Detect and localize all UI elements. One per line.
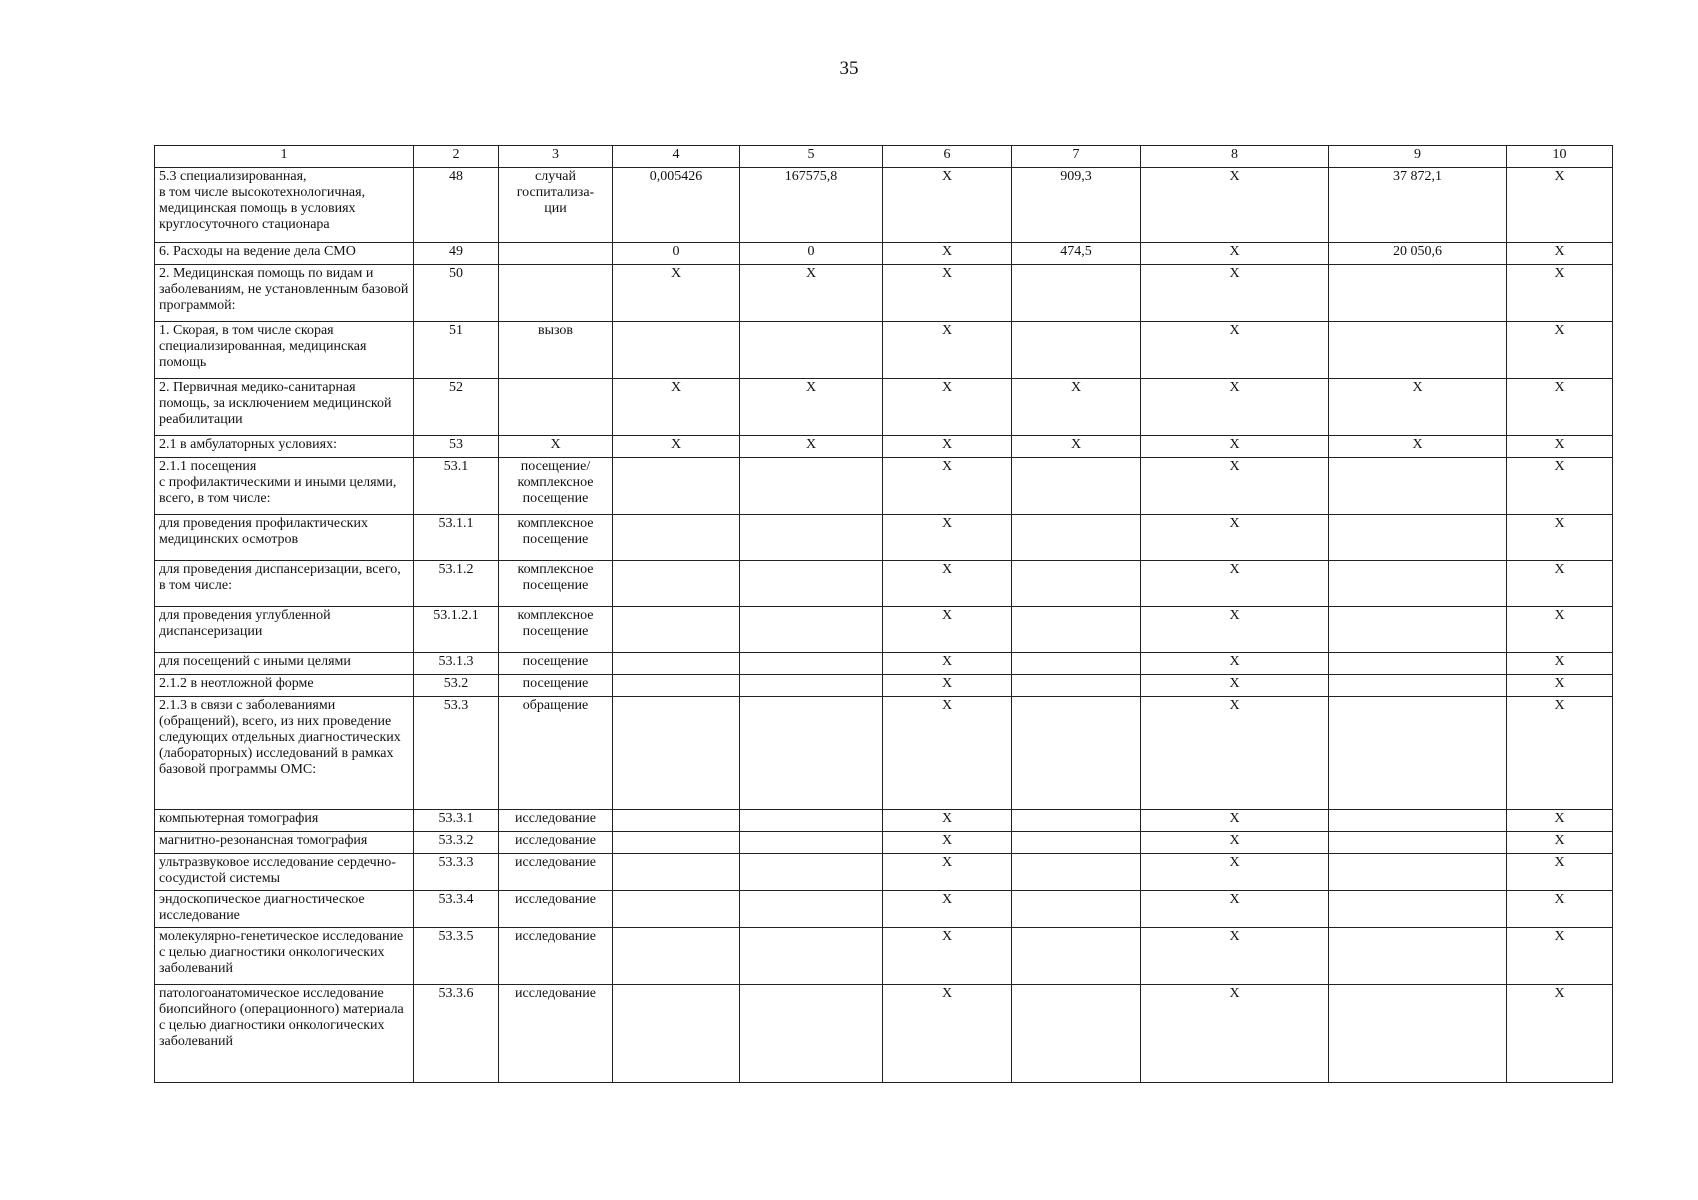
table-row xyxy=(155,379,1613,436)
value-cell: X xyxy=(883,675,1012,697)
value-cell xyxy=(1329,265,1507,322)
value-cell: X xyxy=(1507,436,1613,458)
value-cell xyxy=(1329,607,1507,653)
value-cell: 20 050,6 xyxy=(1329,243,1507,265)
value-cell xyxy=(1329,891,1507,928)
value-cell xyxy=(740,322,883,379)
value-cell: 0 xyxy=(613,243,740,265)
value-cell: X xyxy=(883,854,1012,891)
value-cell: X xyxy=(1141,607,1329,653)
row-code-cell: 53.3.6 xyxy=(414,985,499,1083)
row-label-cell: молекулярно-генетическое исследование с целью диагностики онкологических заболеваний xyxy=(155,928,414,985)
row-label-cell: 2.1.1 посещения с профилактическими и иными целями, всего, в том числе: xyxy=(155,458,414,515)
row-label-cell: магнитно-резонансная томография xyxy=(155,832,414,854)
unit-cell xyxy=(499,243,613,265)
value-cell: X xyxy=(1507,243,1613,265)
unit-cell: обращение xyxy=(499,697,613,810)
row-label-cell: 2. Первичная медико-санитарная помощь, за исключением медицинской реабилитации xyxy=(155,379,414,436)
value-cell: X xyxy=(1141,810,1329,832)
value-cell: X xyxy=(1507,985,1613,1083)
value-cell: 474,5 xyxy=(1012,243,1141,265)
table-row xyxy=(155,810,1613,832)
value-cell xyxy=(613,561,740,607)
value-cell xyxy=(1012,515,1141,561)
value-cell xyxy=(740,561,883,607)
row-code-cell: 53.3.2 xyxy=(414,832,499,854)
row-label-cell: компьютерная томография xyxy=(155,810,414,832)
value-cell: X xyxy=(1507,675,1613,697)
value-cell: X xyxy=(1141,515,1329,561)
table-row xyxy=(155,928,1613,985)
value-cell: X xyxy=(883,832,1012,854)
row-code-cell: 48 xyxy=(414,168,499,243)
unit-cell: исследование xyxy=(499,928,613,985)
table-row xyxy=(155,243,1613,265)
value-cell: X xyxy=(883,243,1012,265)
value-cell: X xyxy=(1507,653,1613,675)
unit-cell xyxy=(499,379,613,436)
table-row xyxy=(155,985,1613,1083)
value-cell: X xyxy=(1141,168,1329,243)
value-cell xyxy=(613,854,740,891)
value-cell xyxy=(1329,458,1507,515)
value-cell: X xyxy=(1507,854,1613,891)
value-cell xyxy=(1012,985,1141,1083)
value-cell: X xyxy=(1012,436,1141,458)
value-cell xyxy=(1329,810,1507,832)
value-cell: X xyxy=(1507,891,1613,928)
value-cell xyxy=(613,322,740,379)
header-cell: 8 xyxy=(1141,146,1329,168)
value-cell xyxy=(740,854,883,891)
value-cell: X xyxy=(1141,653,1329,675)
row-code-cell: 51 xyxy=(414,322,499,379)
value-cell: X xyxy=(1141,379,1329,436)
header-cell: 5 xyxy=(740,146,883,168)
value-cell: X xyxy=(1507,810,1613,832)
row-label-cell: для посещений с иными целями xyxy=(155,653,414,675)
header-cell: 7 xyxy=(1012,146,1141,168)
table-row xyxy=(155,561,1613,607)
value-cell: X xyxy=(883,322,1012,379)
value-cell: X xyxy=(1507,322,1613,379)
value-cell: 37 872,1 xyxy=(1329,168,1507,243)
value-cell xyxy=(613,607,740,653)
unit-cell: исследование xyxy=(499,985,613,1083)
value-cell: X xyxy=(1507,561,1613,607)
unit-cell: комплексное посещение xyxy=(499,515,613,561)
value-cell: X xyxy=(883,168,1012,243)
value-cell: X xyxy=(1012,379,1141,436)
value-cell: X xyxy=(1141,265,1329,322)
row-label-cell: для проведения профилактических медицинских осмотров xyxy=(155,515,414,561)
row-code-cell: 53.2 xyxy=(414,675,499,697)
value-cell xyxy=(1012,928,1141,985)
row-label-cell: 6. Расходы на ведение дела СМО xyxy=(155,243,414,265)
value-cell: 167575,8 xyxy=(740,168,883,243)
row-label-cell: 5.3 специализированная, в том числе высокотехнологичная, медицинская помощь в условиях круглосуточного стационара xyxy=(155,168,414,243)
row-code-cell: 52 xyxy=(414,379,499,436)
table-row xyxy=(155,697,1613,810)
value-cell: X xyxy=(1507,832,1613,854)
value-cell: X xyxy=(1141,561,1329,607)
value-cell: X xyxy=(883,653,1012,675)
value-cell xyxy=(1012,832,1141,854)
table-row xyxy=(155,436,1613,458)
header-cell: 6 xyxy=(883,146,1012,168)
value-cell xyxy=(1012,891,1141,928)
header-cell: 2 xyxy=(414,146,499,168)
value-cell: X xyxy=(1507,515,1613,561)
data-table xyxy=(154,145,1613,1083)
value-cell: X xyxy=(883,561,1012,607)
value-cell xyxy=(1012,607,1141,653)
value-cell: X xyxy=(883,436,1012,458)
row-label-cell: 2. Медицинская помощь по видам и заболеваниям, не установленным базовой программой: xyxy=(155,265,414,322)
unit-cell: посещение xyxy=(499,653,613,675)
value-cell xyxy=(740,810,883,832)
value-cell xyxy=(1012,458,1141,515)
value-cell xyxy=(1329,322,1507,379)
row-label-cell: 2.1.3 в связи с заболеваниями (обращений), всего, из них проведение следующих отдельных диагностических (лабораторных) исследований в рамках базовой программы ОМС: xyxy=(155,697,414,810)
row-label-cell: 2.1 в амбулаторных условиях: xyxy=(155,436,414,458)
header-cell: 10 xyxy=(1507,146,1613,168)
value-cell xyxy=(1329,561,1507,607)
unit-cell: посещение/ комплексное посещение xyxy=(499,458,613,515)
value-cell xyxy=(740,653,883,675)
value-cell xyxy=(1012,675,1141,697)
value-cell: X xyxy=(1507,168,1613,243)
row-label-cell: патологоанатомическое исследование биопсийного (операционного) материала с целью диагностики онкологических заболеваний xyxy=(155,985,414,1083)
value-cell xyxy=(613,697,740,810)
row-code-cell: 53.3.3 xyxy=(414,854,499,891)
row-label-cell: для проведения углубленной диспансеризации xyxy=(155,607,414,653)
table-row xyxy=(155,854,1613,891)
table-row xyxy=(155,891,1613,928)
row-code-cell: 53.1.3 xyxy=(414,653,499,675)
value-cell: X xyxy=(1141,436,1329,458)
value-cell: X xyxy=(1507,458,1613,515)
value-cell: X xyxy=(1507,265,1613,322)
unit-cell: комплексное посещение xyxy=(499,607,613,653)
value-cell: X xyxy=(883,607,1012,653)
unit-cell xyxy=(499,265,613,322)
value-cell xyxy=(613,832,740,854)
table-row xyxy=(155,653,1613,675)
table-row xyxy=(155,832,1613,854)
value-cell: X xyxy=(740,265,883,322)
value-cell: X xyxy=(883,265,1012,322)
value-cell: X xyxy=(1141,928,1329,985)
value-cell xyxy=(1329,985,1507,1083)
table-row xyxy=(155,515,1613,561)
table-row xyxy=(155,168,1613,243)
value-cell xyxy=(740,985,883,1083)
value-cell: X xyxy=(740,379,883,436)
value-cell: X xyxy=(883,891,1012,928)
value-cell xyxy=(1329,832,1507,854)
value-cell xyxy=(613,810,740,832)
unit-cell: исследование xyxy=(499,854,613,891)
value-cell xyxy=(740,697,883,810)
value-cell xyxy=(1329,653,1507,675)
value-cell: X xyxy=(1141,243,1329,265)
value-cell: X xyxy=(1141,891,1329,928)
value-cell xyxy=(613,675,740,697)
value-cell xyxy=(740,458,883,515)
value-cell xyxy=(740,832,883,854)
value-cell: X xyxy=(883,697,1012,810)
header-cell: 3 xyxy=(499,146,613,168)
table-row xyxy=(155,458,1613,515)
unit-cell: случай госпитализа- ции xyxy=(499,168,613,243)
row-code-cell: 53.3.4 xyxy=(414,891,499,928)
value-cell xyxy=(1329,697,1507,810)
value-cell: X xyxy=(613,379,740,436)
value-cell: X xyxy=(1141,832,1329,854)
value-cell xyxy=(740,675,883,697)
value-cell: X xyxy=(883,458,1012,515)
value-cell: X xyxy=(883,928,1012,985)
table-row xyxy=(155,322,1613,379)
value-cell xyxy=(613,928,740,985)
value-cell: X xyxy=(883,379,1012,436)
unit-cell: вызов xyxy=(499,322,613,379)
value-cell: X xyxy=(1329,436,1507,458)
value-cell xyxy=(1012,854,1141,891)
value-cell xyxy=(740,891,883,928)
row-code-cell: 53.1.2.1 xyxy=(414,607,499,653)
value-cell xyxy=(1329,515,1507,561)
value-cell xyxy=(1012,810,1141,832)
table-body xyxy=(155,146,1613,1083)
value-cell xyxy=(740,928,883,985)
value-cell xyxy=(1329,675,1507,697)
unit-cell: исследование xyxy=(499,810,613,832)
header-cell: 1 xyxy=(155,146,414,168)
value-cell: X xyxy=(1507,928,1613,985)
row-code-cell: 53.3.5 xyxy=(414,928,499,985)
header-cell: 4 xyxy=(613,146,740,168)
value-cell: X xyxy=(740,436,883,458)
header-cell: 9 xyxy=(1329,146,1507,168)
row-code-cell: 53 xyxy=(414,436,499,458)
value-cell xyxy=(613,985,740,1083)
value-cell xyxy=(1012,697,1141,810)
unit-cell: посещение xyxy=(499,675,613,697)
value-cell: X xyxy=(1141,322,1329,379)
value-cell: X xyxy=(1141,697,1329,810)
value-cell: X xyxy=(1507,697,1613,810)
value-cell xyxy=(1012,653,1141,675)
value-cell xyxy=(740,515,883,561)
row-code-cell: 53.3.1 xyxy=(414,810,499,832)
value-cell: X xyxy=(883,515,1012,561)
value-cell: X xyxy=(613,436,740,458)
table-row xyxy=(155,607,1613,653)
value-cell: 0,005426 xyxy=(613,168,740,243)
value-cell: X xyxy=(1329,379,1507,436)
row-label-cell: для проведения диспансеризации, всего, в том числе: xyxy=(155,561,414,607)
value-cell xyxy=(740,607,883,653)
unit-cell: X xyxy=(499,436,613,458)
table-row xyxy=(155,675,1613,697)
row-label-cell: 2.1.2 в неотложной форме xyxy=(155,675,414,697)
value-cell: X xyxy=(1141,458,1329,515)
unit-cell: исследование xyxy=(499,832,613,854)
page-number: 35 xyxy=(839,58,859,79)
value-cell: X xyxy=(883,810,1012,832)
row-label-cell: эндоскопическое диагностическое исследование xyxy=(155,891,414,928)
row-label-cell: 1. Скорая, в том числе скорая специализированная, медицинская помощь xyxy=(155,322,414,379)
row-code-cell: 53.1.2 xyxy=(414,561,499,607)
row-code-cell: 53.1 xyxy=(414,458,499,515)
value-cell xyxy=(613,653,740,675)
value-cell xyxy=(1012,265,1141,322)
row-label-cell: ультразвуковое исследование сердечно-сосудистой системы xyxy=(155,854,414,891)
value-cell: X xyxy=(1507,607,1613,653)
value-cell: X xyxy=(1141,985,1329,1083)
value-cell: X xyxy=(1141,854,1329,891)
value-cell: 909,3 xyxy=(1012,168,1141,243)
value-cell xyxy=(1329,854,1507,891)
value-cell: X xyxy=(1141,675,1329,697)
value-cell: X xyxy=(613,265,740,322)
row-code-cell: 49 xyxy=(414,243,499,265)
value-cell: X xyxy=(883,985,1012,1083)
value-cell xyxy=(1012,561,1141,607)
row-code-cell: 50 xyxy=(414,265,499,322)
value-cell xyxy=(1329,928,1507,985)
value-cell xyxy=(1012,322,1141,379)
table-row xyxy=(155,265,1613,322)
value-cell xyxy=(613,515,740,561)
value-cell xyxy=(613,458,740,515)
value-cell: X xyxy=(1507,379,1613,436)
column-number-row xyxy=(155,146,1613,168)
unit-cell: исследование xyxy=(499,891,613,928)
row-code-cell: 53.3 xyxy=(414,697,499,810)
value-cell: 0 xyxy=(740,243,883,265)
value-cell xyxy=(613,891,740,928)
row-code-cell: 53.1.1 xyxy=(414,515,499,561)
unit-cell: комплексное посещение xyxy=(499,561,613,607)
